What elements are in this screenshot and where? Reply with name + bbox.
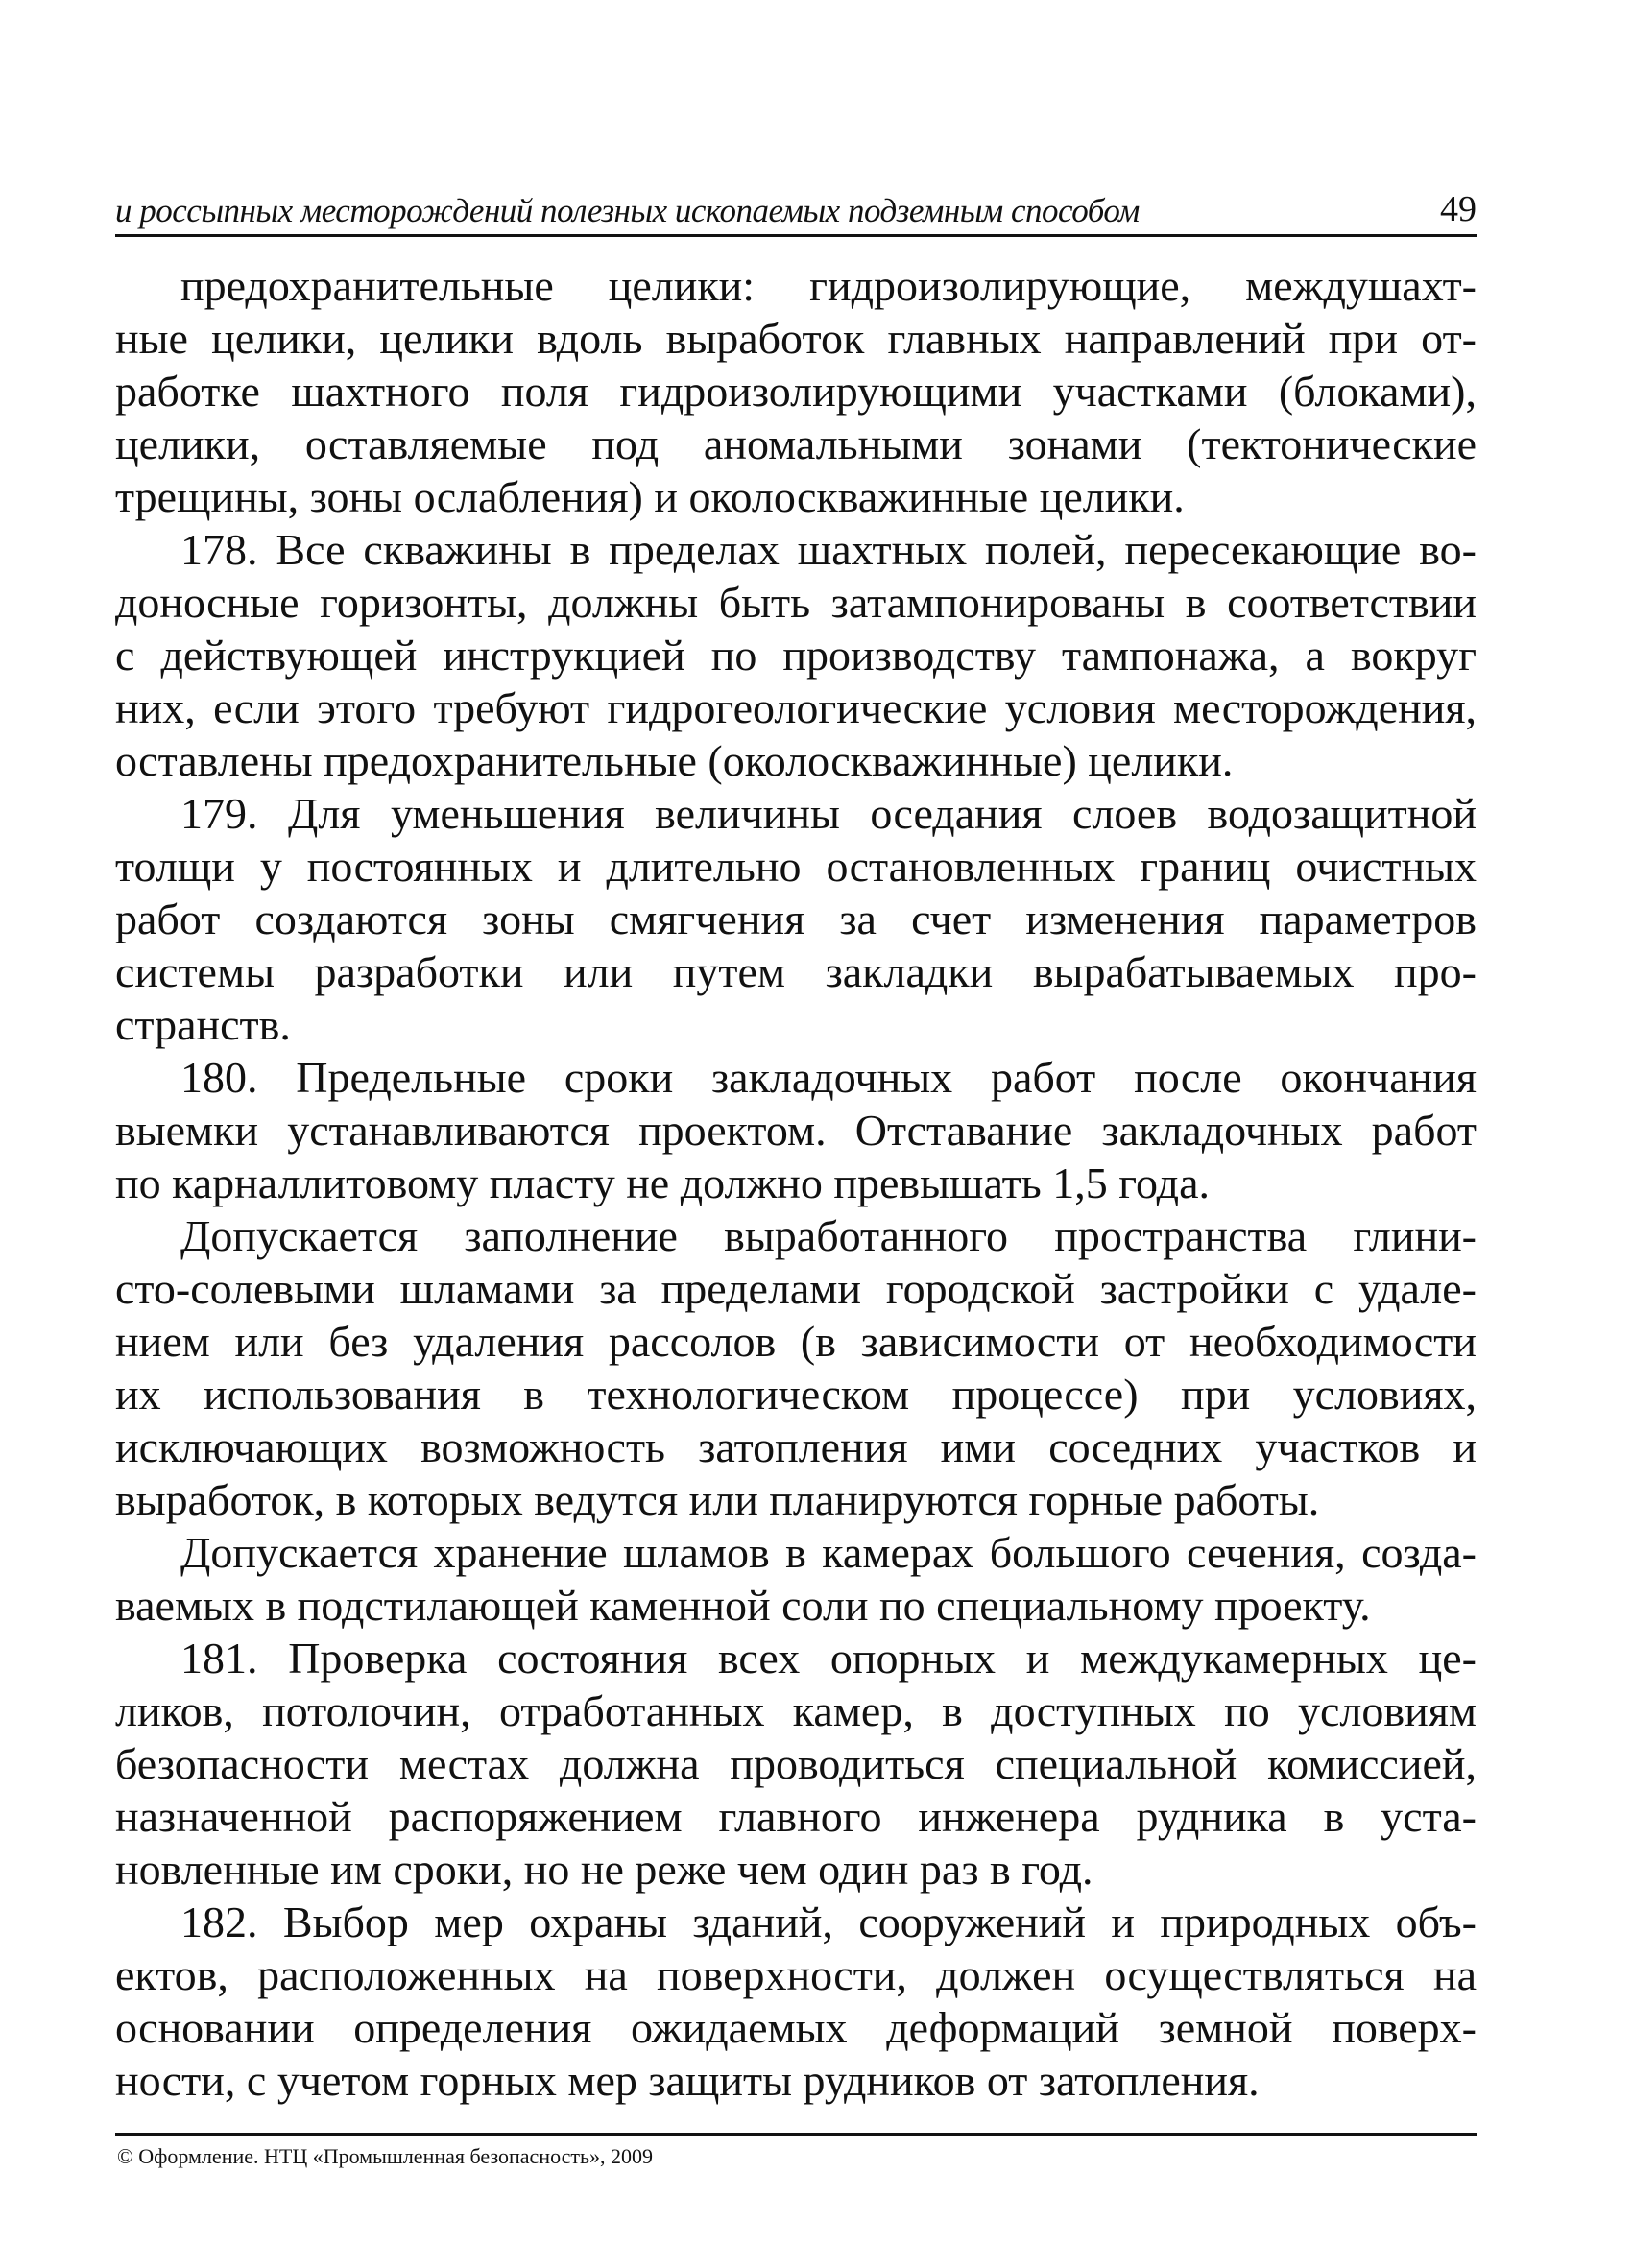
text-line: 179. Для уменьшения величины оседания слоев водозащитной <box>180 789 1477 838</box>
footer-copyright: © Оформление. НТЦ «Промышленная безопасность», 2009 <box>117 2144 654 2168</box>
page-number: 49 <box>1440 189 1477 229</box>
text-line: трещины, зоны ослабления) и околоскважинные целики. <box>115 472 1185 521</box>
text-line: 180. Предельные сроки закладочных работ после окончания <box>180 1053 1477 1102</box>
paragraph <box>115 1526 1477 1632</box>
text-line: ности, с учетом горных мер защиты рудников от затопления. <box>115 2056 1260 2105</box>
paragraph <box>115 1896 1477 2107</box>
text-line: Допускается хранение шламов в камерах большого сечения, созда- <box>180 1528 1477 1577</box>
paragraph <box>115 1632 1477 1896</box>
text-line: с действующей инструкцией по производству тампонажа, а вокруг <box>115 631 1477 680</box>
paragraph <box>115 523 1477 787</box>
text-line: целики, оставляемые под аномальными зонами (тектонические <box>115 419 1477 468</box>
text-line: толщи у постоянных и длительно остановленных границ очистных <box>115 842 1477 891</box>
text-line: 178. Все скважины в пределах шахтных полей, пересекающие во- <box>180 525 1477 574</box>
text-line: сто-солевыми шламами за пределами городской застройки с удале- <box>115 1264 1477 1313</box>
text-line: выработок, в которых ведутся или планируются горные работы. <box>115 1475 1320 1524</box>
text-line: оставлены предохранительные (околоскважинные) целики. <box>115 736 1234 785</box>
text-line: 181. Проверка состояния всех опорных и междукамерных це- <box>180 1634 1477 1683</box>
text-line: странств. <box>115 1000 291 1049</box>
page-body <box>115 259 1477 2107</box>
running-header-title: и россыпных месторождений полезных ископаемых подземным способом <box>115 192 1140 229</box>
footer-divider <box>115 2133 1477 2136</box>
running-header <box>115 184 1477 237</box>
paragraph <box>115 1051 1477 1209</box>
text-line: по карналлитовому пласту не должно превышать 1,5 года. <box>115 1158 1210 1207</box>
text-line: предохранительные целики: гидроизолирующие, междушахт- <box>180 261 1477 310</box>
text-line: ектов, расположенных на поверхности, должен осуществляться на <box>115 1950 1477 1999</box>
text-line: нием или без удаления рассолов (в зависимости от необходимости <box>115 1317 1477 1366</box>
text-line: ваемых в подстилающей каменной соли по специальному проекту. <box>115 1581 1371 1630</box>
text-line: их использования в технологическом процессе) при условиях, <box>115 1370 1477 1419</box>
text-line: системы разработки или путем закладки вырабатываемых про- <box>115 947 1477 996</box>
text-line: ликов, потолочин, отработанных камер, в доступных по условиям <box>115 1686 1477 1735</box>
text-line: безопасности местах должна проводиться специальной комиссией, <box>115 1739 1477 1788</box>
paragraph <box>115 1209 1477 1526</box>
text-line: ные целики, целики вдоль выработок главных направлений при от- <box>115 314 1477 363</box>
text-line: работ создаются зоны смягчения за счет изменения параметров <box>115 895 1477 943</box>
text-line: основании определения ожидаемых деформаций земной поверх- <box>115 2003 1477 2052</box>
paragraph <box>115 259 1477 523</box>
text-line: работке шахтного поля гидроизолирующими участками (блоками), <box>115 367 1477 416</box>
text-line: 182. Выбор мер охраны зданий, сооружений и природных объ- <box>180 1898 1477 1946</box>
paragraph <box>115 787 1477 1051</box>
text-line: новленные им сроки, но не реже чем один раз в год. <box>115 1845 1093 1894</box>
text-line: них, если этого требуют гидрогеологические условия месторождения, <box>115 683 1477 732</box>
text-line: назначенной распоряжением главного инженера рудника в уста- <box>115 1792 1477 1841</box>
text-line: исключающих возможность затопления ими соседних участков и <box>115 1422 1477 1471</box>
text-line: Допускается заполнение выработанного пространства глини- <box>180 1211 1477 1260</box>
text-line: выемки устанавливаются проектом. Отставание закладочных работ <box>115 1106 1477 1155</box>
text-line: доносные горизонты, должны быть затампонированы в соответствии <box>115 578 1477 627</box>
